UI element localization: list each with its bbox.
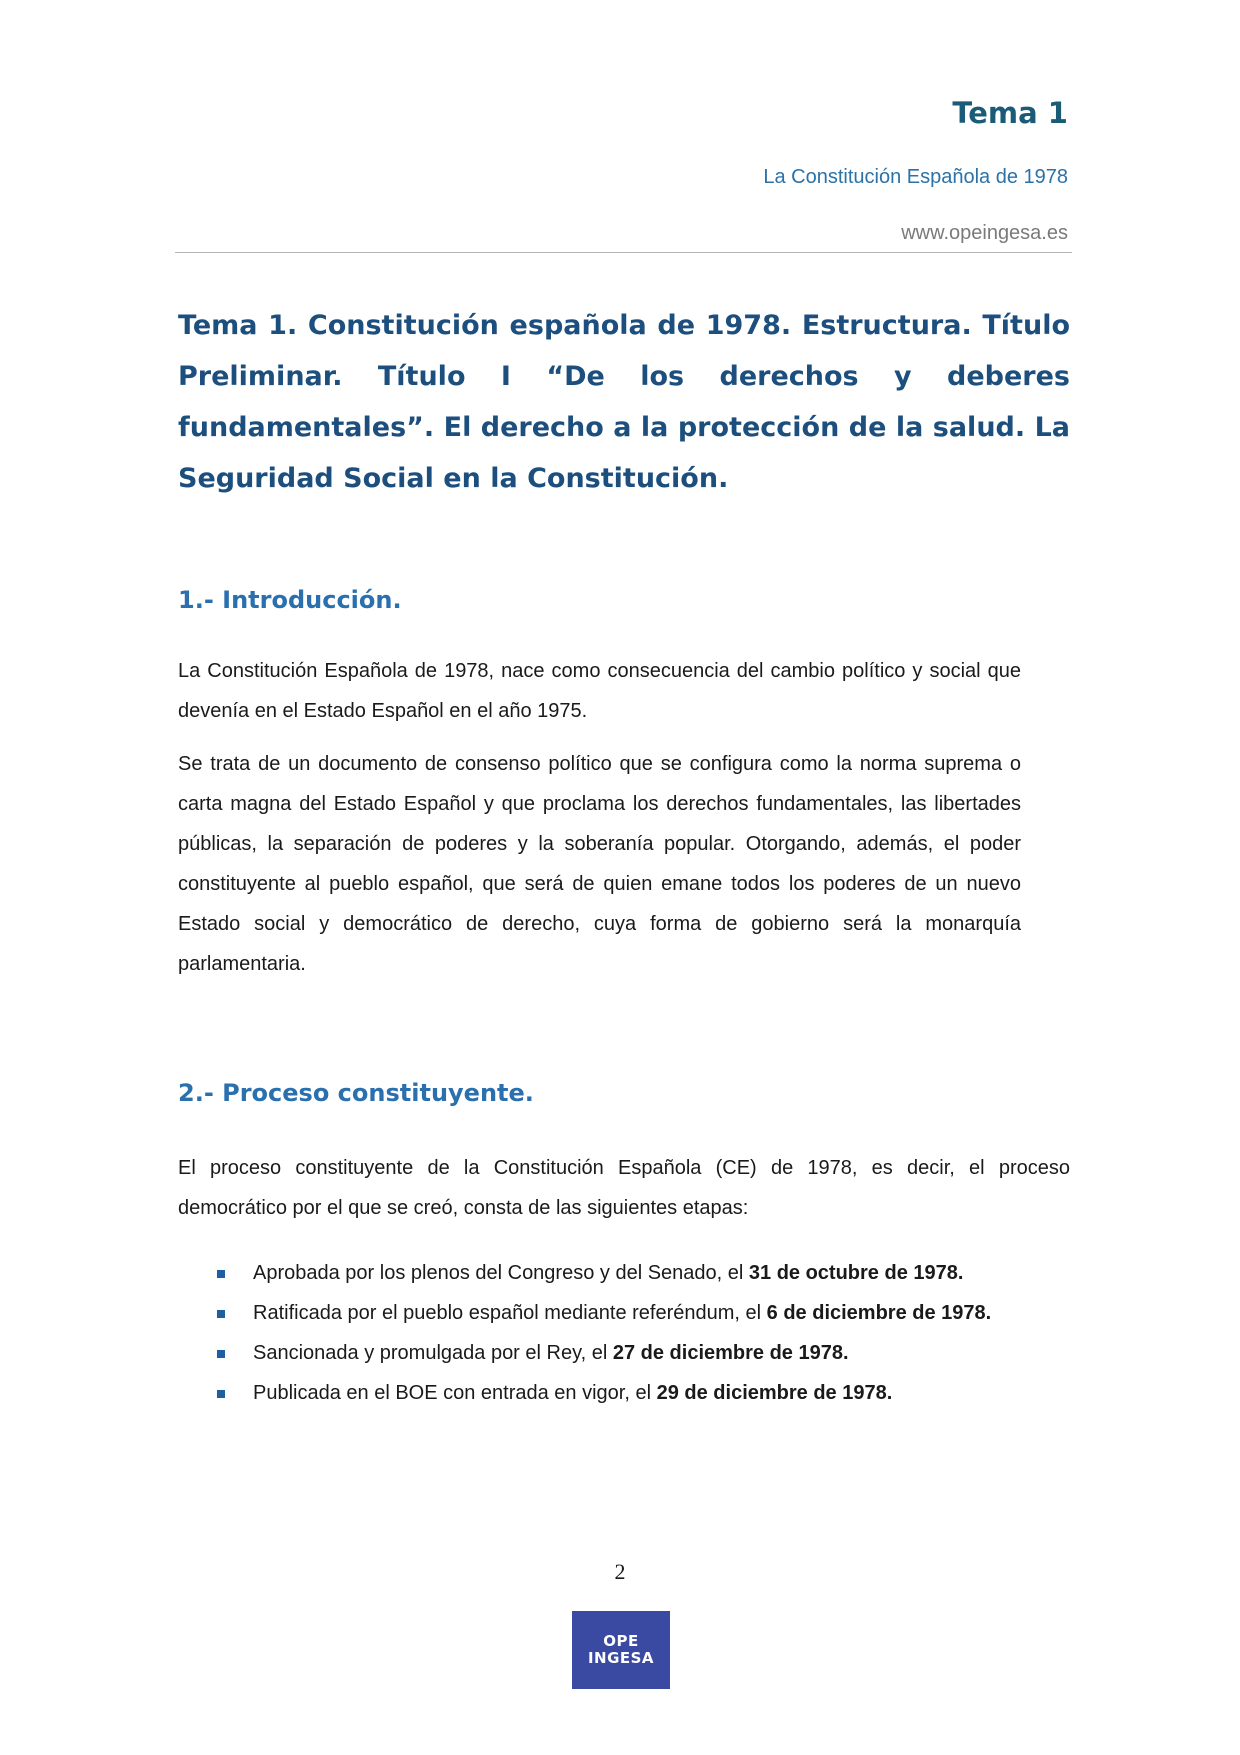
list-item — [215, 1293, 991, 1333]
list-item — [215, 1333, 991, 1373]
stages-list — [215, 1253, 991, 1413]
stage-date: 6 de diciembre de 1978. — [766, 1302, 992, 1324]
intro-paragraph-1: La Constitución Española de 1978, nace como consecuencia del cambio político y social que devenía en el Estado Español en el año 1975. — [178, 660, 1021, 722]
square-bullet-icon — [217, 1350, 225, 1358]
list-item — [215, 1373, 991, 1413]
intro-paragraph-2: Se trata de un documento de consenso político que se configura como la norma suprema o carta magna del Estado Español y que proclama los derechos fundamentales, las libertades públicas, la separación de poderes y la soberanía popular. Otorgando, además, el poder constituyente al pueblo español, que será de quien emane todos los poderes de un nuevo Estado social y democrático de derecho, cuya forma de gobierno será la monarquía parlamentaria. — [178, 753, 1021, 975]
header-divider — [175, 252, 1072, 253]
header-subtitle: La Constitución Española de 1978 — [763, 166, 1068, 188]
logo-line-1: OPE — [603, 1632, 639, 1650]
square-bullet-icon — [217, 1270, 225, 1278]
stage-date: 31 de octubre de 1978. — [748, 1262, 964, 1284]
stage-text: Aprobada por los plenos del Congreso y del Senado, el — [253, 1262, 749, 1284]
stage-date: 27 de diciembre de 1978. — [612, 1342, 849, 1364]
square-bullet-icon — [217, 1390, 225, 1398]
main-title: Tema 1. Constitución española de 1978. Estructura. Título Preliminar. Título I “De los derechos y deberes fundamentales”. El derecho a la protección de la salud. La Seguridad Social en la Constitución. — [178, 310, 1070, 494]
header-url: www.opeingesa.es — [901, 222, 1068, 244]
logo-line-2: INGESA — [587, 1649, 655, 1667]
page-number: 2 — [614, 1559, 626, 1584]
section-heading-introduccion: 1.- Introducción. — [178, 586, 402, 614]
stage-text: Publicada en el BOE con entrada en vigor, el — [253, 1382, 657, 1404]
stage-text: Sancionada y promulgada por el Rey, el — [253, 1342, 613, 1364]
ope-ingesa-logo — [572, 1611, 670, 1689]
list-item — [215, 1253, 991, 1293]
proceso-paragraph: El proceso constituyente de la Constitución Española (CE) de 1978, es decir, el proceso democrático por el que se creó, consta de las siguientes etapas: — [178, 1157, 1070, 1219]
section-heading-proceso: 2.- Proceso constituyente. — [178, 1079, 534, 1107]
header-tema: Tema 1 — [952, 96, 1068, 130]
stage-text: Ratificada por el pueblo español mediante referéndum, el — [253, 1302, 767, 1324]
square-bullet-icon — [217, 1310, 225, 1318]
stage-date: 29 de diciembre de 1978. — [656, 1382, 893, 1404]
